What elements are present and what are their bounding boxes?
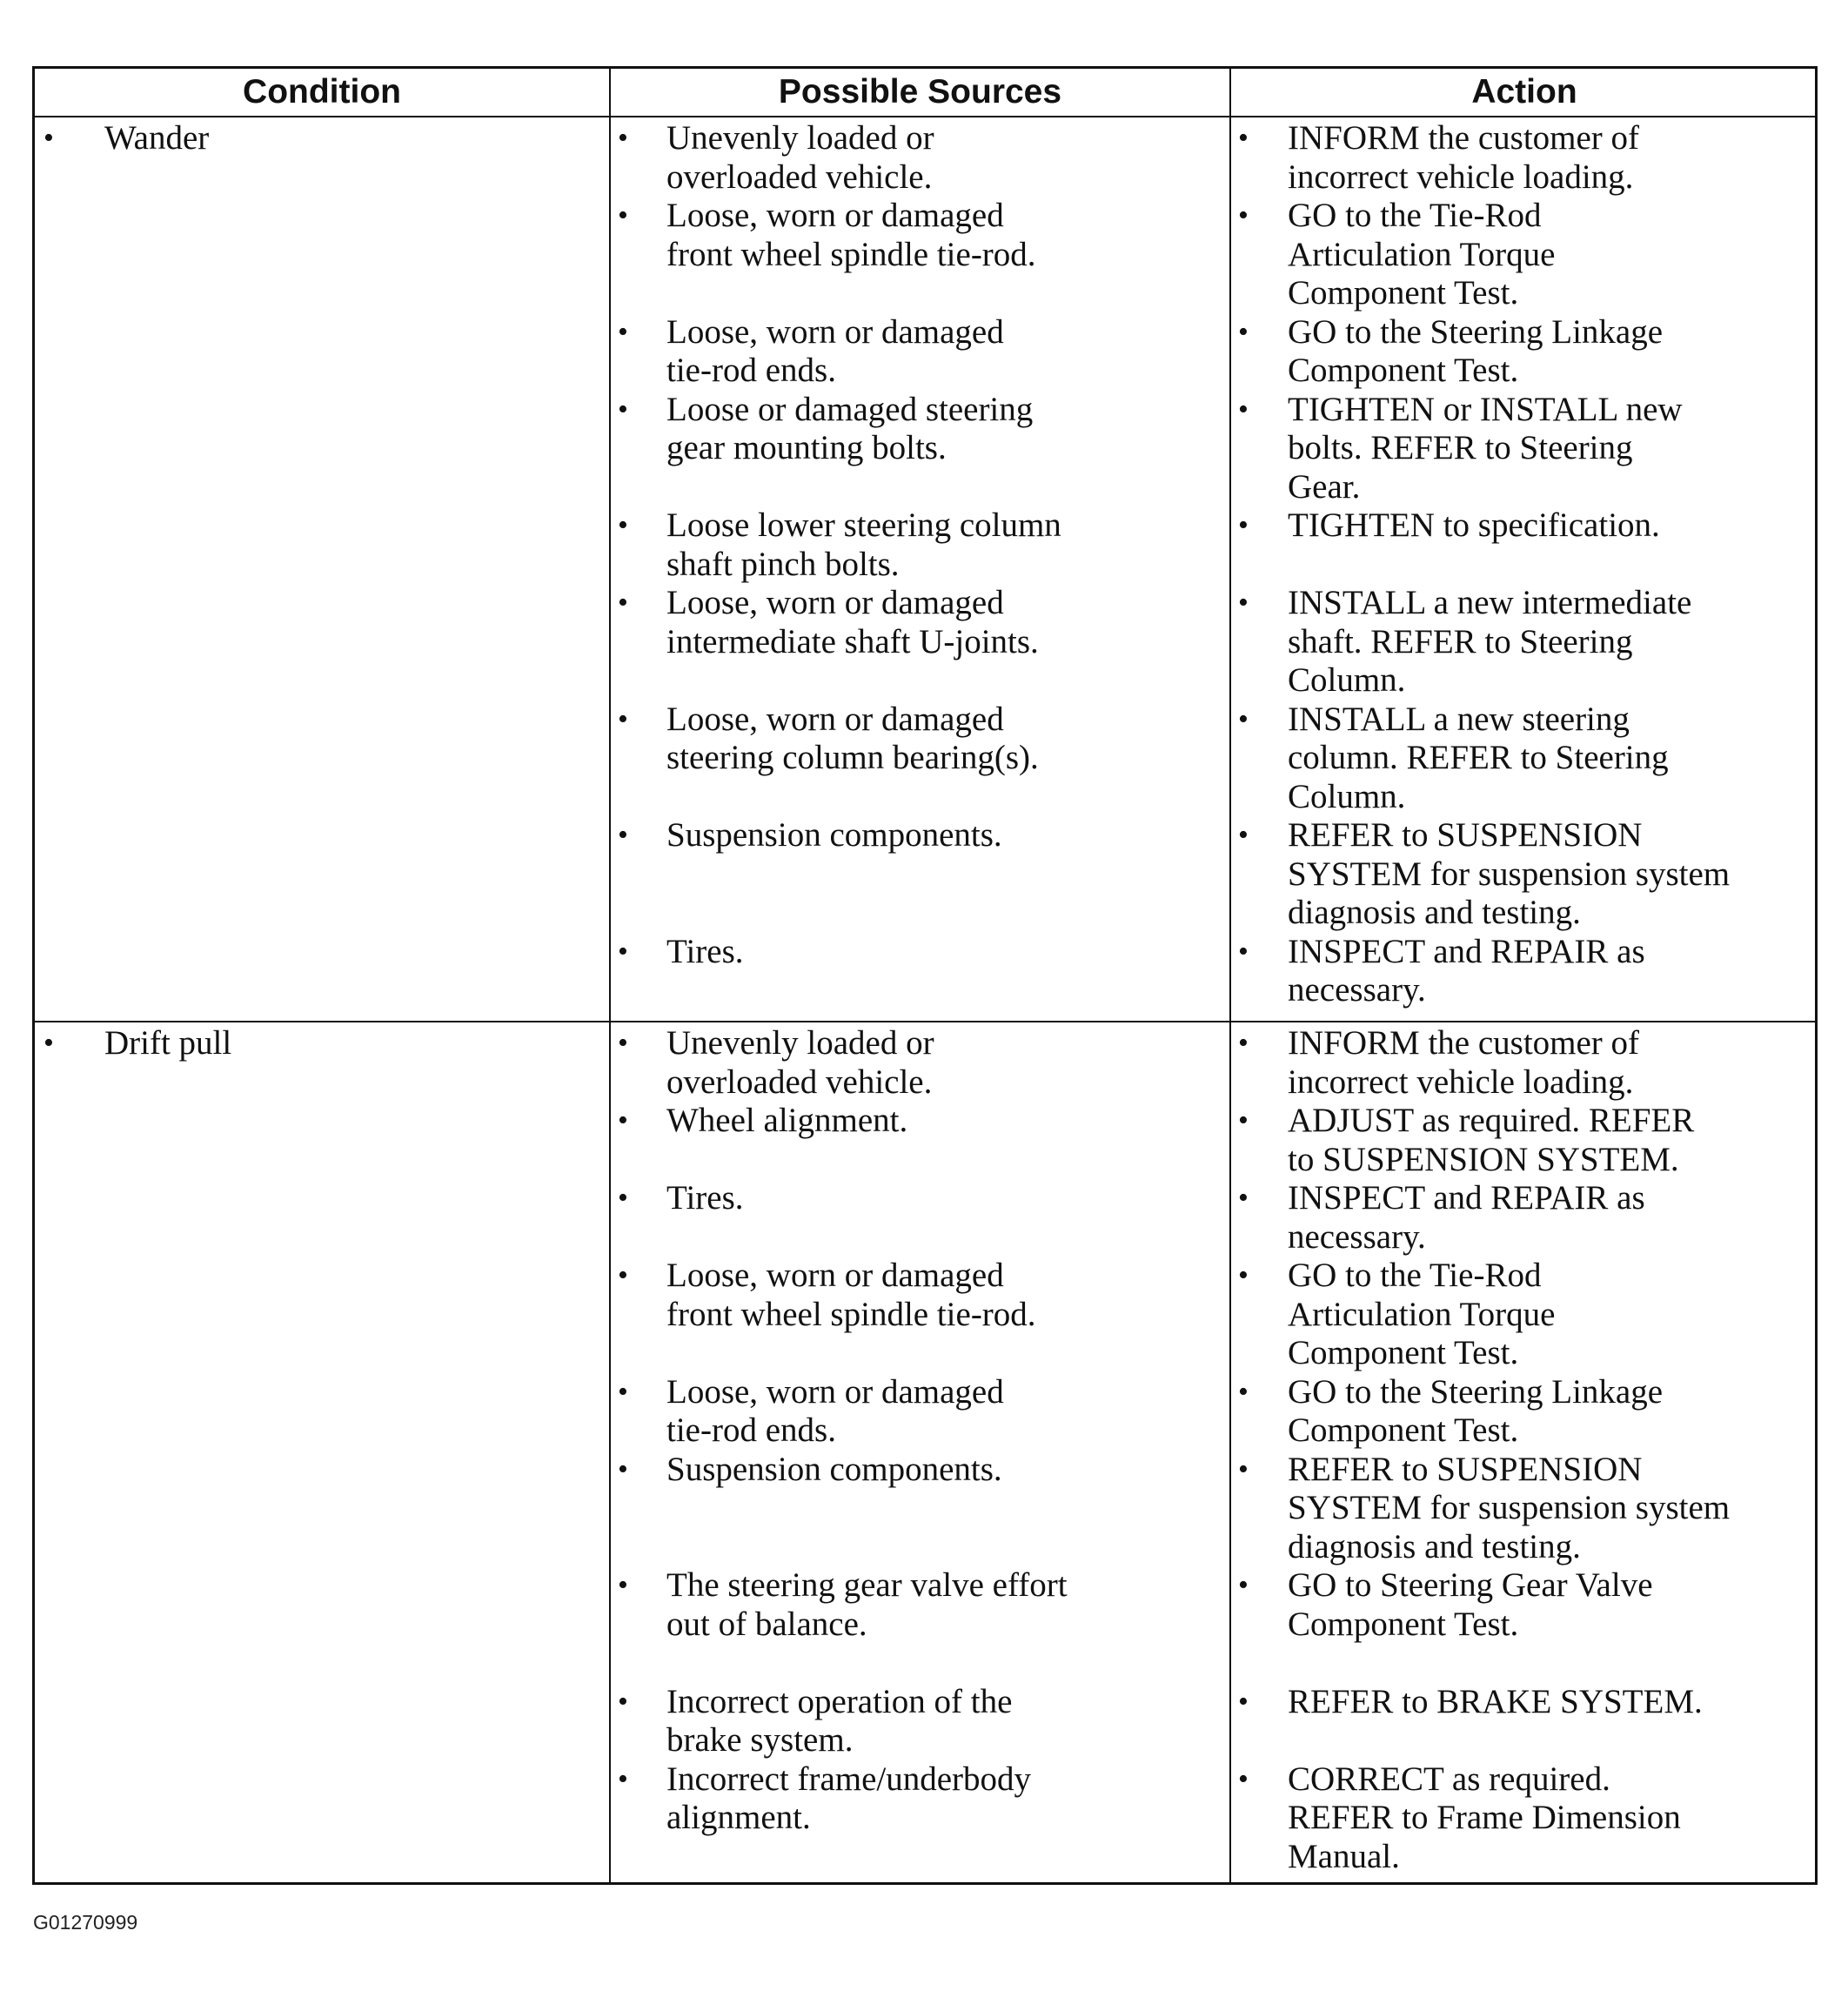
source-item-text <box>666 1179 744 1218</box>
bullet: • <box>1238 819 1249 851</box>
row-1-actions-cell <box>1238 119 1818 1016</box>
bullet: • <box>618 1685 628 1718</box>
text-line: out of balance. <box>666 1605 867 1643</box>
header-condition: Condition <box>243 73 401 111</box>
text-line: Loose, worn or damaged <box>666 700 1004 738</box>
column-divider <box>1229 69 1231 1882</box>
text-line: INSTALL a new steering <box>1288 700 1630 738</box>
text-line: ADJUST as required. REFER <box>1288 1102 1695 1139</box>
action-item-text <box>1288 584 1691 701</box>
text-line: Suspension components. <box>666 1450 1002 1488</box>
action-item-text <box>1288 1373 1663 1451</box>
header-possible-sources: Possible Sources <box>778 73 1062 111</box>
action-item-text <box>1288 1760 1681 1877</box>
bullet: • <box>618 702 628 735</box>
text-line: incorrect vehicle loading. <box>1288 158 1634 196</box>
bullet: • <box>618 1259 628 1291</box>
source-item-text <box>666 1257 1036 1334</box>
text-line: diagnosis and testing. <box>1288 1527 1581 1565</box>
bullet: • <box>618 1762 628 1795</box>
figure-id: G01270999 <box>33 1911 138 1934</box>
text-line: Unevenly loaded or <box>666 119 934 157</box>
text-line: front wheel spindle tie-rod. <box>666 1295 1036 1333</box>
bullet: • <box>618 1569 628 1601</box>
bullet: • <box>1238 122 1249 154</box>
bullet: • <box>618 1027 628 1059</box>
bullet: • <box>44 122 54 154</box>
action-item-text <box>1288 1566 1653 1644</box>
source-item-text <box>666 1373 1004 1451</box>
text-line: shaft. REFER to Steering <box>1288 622 1633 660</box>
text-line: Manual. <box>1288 1837 1400 1875</box>
text-line: Component Test. <box>1288 274 1519 312</box>
bullet: • <box>1238 509 1249 541</box>
action-item-text <box>1288 1683 1703 1722</box>
text-line: Component Test. <box>1288 1605 1519 1643</box>
bullet: • <box>1238 935 1249 968</box>
text-line: Loose, worn or damaged <box>666 1257 1004 1294</box>
action-item-text <box>1288 119 1639 197</box>
text-line: gear mounting bolts. <box>666 429 947 466</box>
bullet: • <box>618 819 628 851</box>
text-line: GO to the Steering Linkage <box>1288 1372 1664 1411</box>
bullet: • <box>1238 1569 1249 1601</box>
action-item-text <box>1288 816 1730 933</box>
row-1-condition-cell <box>44 119 600 1016</box>
bullet: • <box>1238 1762 1249 1795</box>
bullet: • <box>618 199 628 231</box>
text-line: GO to the Tie-Rod <box>1288 197 1542 234</box>
text-line: Loose, worn or damaged <box>666 1372 1004 1411</box>
text-line: intermediate shaft U-joints. <box>666 622 1039 660</box>
text-line: tie-rod ends. <box>666 1411 836 1449</box>
source-item-text <box>666 1760 1031 1838</box>
text-line: REFER to SUSPENSION <box>1288 816 1643 854</box>
bullet: • <box>1238 587 1249 619</box>
action-item-text <box>1288 1024 1639 1102</box>
bullet: • <box>1238 315 1249 348</box>
text-line: incorrect vehicle loading. <box>1288 1063 1634 1101</box>
text-line: Component Test. <box>1288 352 1519 389</box>
text-line: bolts. REFER to Steering <box>1288 429 1633 466</box>
action-item-text <box>1288 1451 1730 1567</box>
text-line: Component Test. <box>1288 1334 1519 1371</box>
text-line: Column. <box>1288 661 1406 699</box>
text-line: GO to the Tie-Rod <box>1288 1257 1542 1294</box>
source-item-text <box>666 1102 907 1141</box>
text-line: Incorrect frame/underbody <box>666 1760 1032 1798</box>
action-item-text <box>1288 701 1669 817</box>
column-divider <box>609 69 611 1882</box>
row-divider <box>35 1021 1815 1022</box>
text-line: necessary. <box>1288 1217 1426 1256</box>
row-2-actions-cell <box>1238 1024 1818 1877</box>
action-item-text <box>1288 313 1663 391</box>
text-line: overloaded vehicle. <box>666 158 933 196</box>
text-line: alignment. <box>666 1799 811 1836</box>
bullet: • <box>1238 1452 1249 1485</box>
text-line: REFER to SUSPENSION <box>1288 1450 1643 1488</box>
bullet: • <box>1238 199 1249 231</box>
text-line: Loose lower steering column <box>666 506 1061 544</box>
text-line: Tires. <box>666 1179 744 1217</box>
source-item-text <box>666 1024 934 1102</box>
text-line: Loose or damaged steering <box>666 390 1034 428</box>
bullet: • <box>618 315 628 348</box>
bullet: • <box>618 935 628 968</box>
bullet: • <box>1238 392 1249 426</box>
source-item-text <box>666 313 1004 391</box>
source-item-text <box>666 584 1039 661</box>
text-line: SYSTEM for suspension system <box>1288 855 1731 893</box>
header-action: Action <box>1471 73 1577 111</box>
bullet: • <box>618 509 628 541</box>
diagnosis-table <box>32 66 1818 1885</box>
text-line: CORRECT as required. <box>1288 1760 1610 1798</box>
action-item-text <box>1288 197 1555 313</box>
text-line: Tires. <box>666 932 744 970</box>
source-item-text <box>666 506 1061 584</box>
text-line: column. REFER to Steering <box>1288 739 1669 776</box>
bullet: • <box>618 587 628 619</box>
bullet: • <box>618 1182 628 1214</box>
text-line: REFER to Frame Dimension <box>1288 1799 1681 1836</box>
source-item-text <box>666 391 1033 468</box>
text-line: INFORM the customer of <box>1288 1024 1640 1062</box>
row-2-sources-cell <box>618 1024 1218 1877</box>
text-line: SYSTEM for suspension system <box>1288 1489 1731 1526</box>
text-line: Loose, worn or damaged <box>666 312 1004 351</box>
text-line: REFER to BRAKE SYSTEM. <box>1288 1682 1703 1720</box>
action-item-text <box>1288 1257 1555 1373</box>
text-line: diagnosis and testing. <box>1288 894 1581 931</box>
text-line: shaft pinch bolts. <box>666 545 900 583</box>
condition-text: Drift pull <box>104 1024 232 1062</box>
bullet: • <box>1238 1259 1249 1291</box>
action-item-text <box>1288 933 1645 1010</box>
row-1-sources-cell <box>618 119 1218 1016</box>
text-line: brake system. <box>666 1721 854 1759</box>
text-line: Incorrect operation of the <box>666 1682 1013 1720</box>
text-line: Gear. <box>1288 467 1361 506</box>
text-line: Component Test. <box>1288 1411 1519 1449</box>
action-item-text <box>1288 506 1660 546</box>
text-line: tie-rod ends. <box>666 352 836 389</box>
text-line: Suspension components. <box>666 816 1002 854</box>
text-line: Loose, worn or damaged <box>666 197 1004 234</box>
source-item-text <box>666 1566 1068 1644</box>
text-line: front wheel spindle tie-rod. <box>666 235 1036 273</box>
text-line: TIGHTEN to specification. <box>1288 506 1660 544</box>
text-line: INFORM the customer of <box>1288 119 1640 157</box>
source-item-text <box>666 119 934 197</box>
bullet: • <box>1238 1375 1249 1408</box>
condition-text: Wander <box>104 119 210 157</box>
source-item-text <box>666 701 1039 778</box>
text-line: Loose, worn or damaged <box>666 584 1004 621</box>
text-line: Column. <box>1288 777 1406 815</box>
text-line: Articulation Torque <box>1288 1295 1556 1333</box>
action-item-text <box>1288 391 1683 507</box>
row-2-condition-cell <box>44 1024 600 1877</box>
source-item-text <box>666 1683 1012 1760</box>
source-item-text <box>666 197 1036 274</box>
text-line: Articulation Torque <box>1288 235 1556 273</box>
bullet: • <box>1238 1182 1249 1214</box>
bullet: • <box>618 392 628 426</box>
bullet: • <box>1238 1104 1249 1136</box>
bullet: • <box>618 1375 628 1408</box>
text-line: to SUSPENSION SYSTEM. <box>1288 1140 1679 1178</box>
bullet: • <box>44 1027 54 1059</box>
text-line: necessary. <box>1288 971 1426 1009</box>
bullet: • <box>618 122 628 154</box>
source-item-text <box>666 1451 1002 1490</box>
text-line: The steering gear valve effort <box>666 1566 1068 1604</box>
bullet: • <box>1238 702 1249 735</box>
text-line: INSPECT and REPAIR as <box>1288 932 1645 970</box>
source-item-text <box>666 933 744 972</box>
source-item-text <box>666 816 1002 855</box>
text-line: TIGHTEN or INSTALL new <box>1288 390 1683 428</box>
bullet: • <box>1238 1027 1249 1059</box>
text-line: INSPECT and REPAIR as <box>1288 1179 1645 1217</box>
bullet: • <box>1238 1685 1249 1718</box>
text-line: INSTALL a new intermediate <box>1288 584 1692 621</box>
text-line: Wheel alignment. <box>666 1102 908 1139</box>
action-item-text <box>1288 1179 1645 1257</box>
text-line: overloaded vehicle. <box>666 1063 933 1101</box>
header-divider <box>35 116 1815 117</box>
text-line: GO to the Steering Linkage <box>1288 312 1664 351</box>
bullet: • <box>618 1104 628 1136</box>
text-line: GO to Steering Gear Valve <box>1288 1566 1653 1604</box>
bullet: • <box>618 1452 628 1485</box>
text-line: Unevenly loaded or <box>666 1024 934 1062</box>
action-item-text <box>1288 1102 1694 1179</box>
text-line: steering column bearing(s). <box>666 739 1039 776</box>
